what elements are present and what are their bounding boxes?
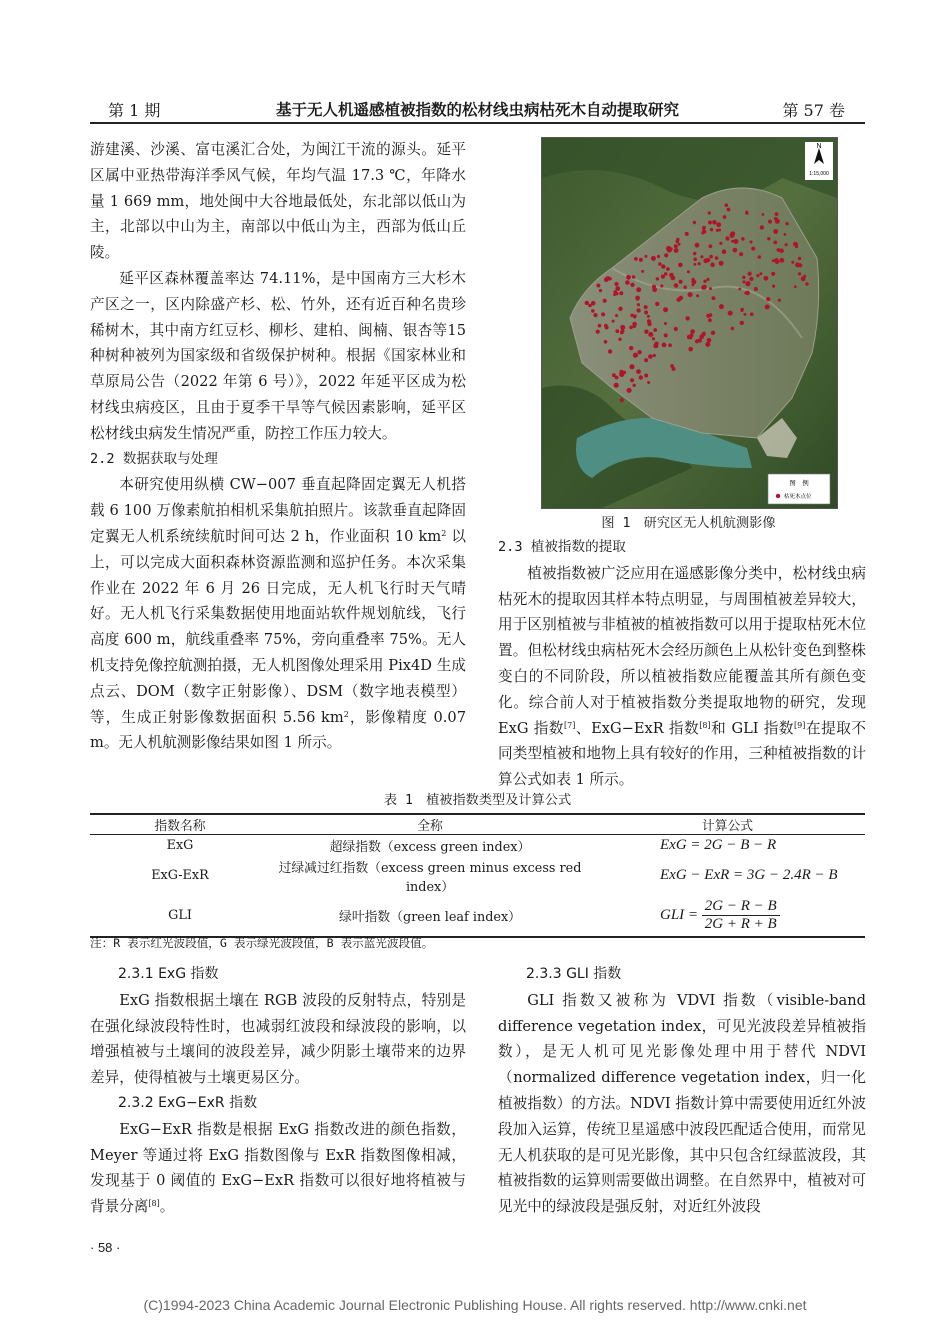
dead-tree-point xyxy=(775,259,780,264)
dead-tree-point xyxy=(688,347,693,352)
dead-tree-point xyxy=(703,332,706,335)
page-number: · 58 · xyxy=(90,1240,121,1255)
dead-tree-point xyxy=(725,203,729,207)
dead-tree-point xyxy=(620,370,624,374)
dead-tree-point xyxy=(710,228,713,231)
index-name: GLI xyxy=(168,907,192,923)
dead-tree-point xyxy=(716,222,721,227)
paragraph-geography: 游建溪、沙溪、富屯溪汇合处，为闽江干流的源头。延平区属中亚热带海洋季风气候，年均气温 17.3 ℃，年降水量 1 669 mm，地处闽中大谷地最低处，东北部以低山为主，北部以中山为主，南部以中低山为主，西部为低山丘陵。 xyxy=(90,141,466,262)
dead-tree-point xyxy=(674,327,678,331)
dead-tree-point xyxy=(644,358,648,362)
paragraph-forest: 延平区森林覆盖率达 74.11%，是中国南方三大杉木产区之一，区内除盛产杉、松、竹外，还有近百种名贵珍稀树木，其中南方红豆杉、柳杉、建柏、闽楠、银杏等15种树种被列为国家级和省级保护树种。根据《国家林业和草原局公告（2022 年第 6 号）》，2022 年延平区成为松材线虫病疫区，且由于夏季干旱等气候因素影响，延平区松材线虫病发生情况严重，防控工作压力较大。 xyxy=(90,269,466,442)
north-label: N xyxy=(816,143,822,150)
vegetation-index-table xyxy=(90,813,865,938)
dead-tree-point xyxy=(690,333,694,337)
citation: [8] xyxy=(148,1199,160,1209)
dead-tree-point xyxy=(795,245,798,248)
dead-tree-point xyxy=(743,280,746,283)
dead-tree-point xyxy=(601,312,605,316)
dead-tree-point xyxy=(688,292,693,297)
dead-tree-point xyxy=(767,237,770,240)
dead-tree-point xyxy=(758,255,762,259)
paragraph-exg: ExG 指数根据土壤在 RGB 波段的反射特点，特别是在强化绿波段特性时，也减弱红波段和绿波段的影响，以增强植被与土壤间的波段差异，减少阴影土壤带来的边界差异，使得植被与土壤更易区分。 xyxy=(90,991,466,1087)
dead-tree-point xyxy=(779,258,784,263)
dead-tree-point xyxy=(629,346,633,350)
dead-tree-point xyxy=(662,343,667,348)
dead-tree-point xyxy=(768,220,772,224)
dead-tree-point xyxy=(630,364,635,369)
dead-tree-point xyxy=(647,381,650,384)
dead-tree-point xyxy=(632,322,637,327)
dead-tree-point xyxy=(603,299,607,303)
volume-number: 第 57 卷 xyxy=(782,101,845,120)
dead-tree-point xyxy=(709,287,712,290)
dead-tree-point xyxy=(731,240,734,243)
dead-tree-point xyxy=(703,230,707,234)
dead-tree-point xyxy=(648,332,653,337)
dead-tree-point xyxy=(654,342,658,346)
figure-caption: 图 1 研究区无人机航测影像 xyxy=(601,516,776,531)
dead-tree-point xyxy=(739,252,743,256)
dead-tree-point xyxy=(728,311,733,316)
left-column xyxy=(90,137,466,756)
section-heading-2-3: 2.3 植被指数的提取 xyxy=(498,539,626,555)
dead-tree-point xyxy=(750,312,754,316)
dead-tree-point xyxy=(785,222,788,225)
dead-tree-point xyxy=(661,275,665,279)
dead-tree-point xyxy=(671,276,676,281)
dead-tree-point xyxy=(644,255,647,258)
dead-tree-point xyxy=(719,261,724,266)
running-title: 基于无人机遥感植被指数的松材线虫病枯死木自动提取研究 xyxy=(275,101,679,119)
dead-tree-point xyxy=(626,275,631,280)
dead-tree-point xyxy=(674,244,678,248)
dead-tree-point xyxy=(621,329,625,333)
dead-tree-point xyxy=(743,313,746,316)
dead-tree-point xyxy=(715,256,719,260)
dead-tree-point xyxy=(700,255,703,258)
dead-tree-point xyxy=(708,221,712,225)
dead-tree-point xyxy=(764,276,769,281)
dead-tree-point xyxy=(632,275,636,279)
formula-fraction xyxy=(702,898,780,933)
dead-tree-point xyxy=(727,208,731,212)
dead-tree-point xyxy=(615,329,619,333)
dead-tree-point xyxy=(672,367,676,371)
table-row xyxy=(90,857,865,895)
dead-tree-point xyxy=(625,280,630,285)
citation: [8] xyxy=(699,720,711,730)
dead-tree-point xyxy=(596,330,600,334)
index-full-name: 绿叶指数（green leaf index） xyxy=(339,909,521,925)
dead-tree-point xyxy=(709,255,713,259)
dead-tree-point xyxy=(618,307,622,311)
dead-tree-point xyxy=(663,307,668,312)
dead-tree-point xyxy=(711,331,715,335)
dead-tree-point xyxy=(706,278,709,281)
citation: [9] xyxy=(794,720,806,730)
dead-tree-point xyxy=(692,280,696,284)
dead-tree-point xyxy=(778,299,781,302)
legend-item: 枯死木点位 xyxy=(784,494,812,500)
dead-tree-point xyxy=(805,282,808,285)
dead-tree-point xyxy=(762,213,765,216)
index-formula xyxy=(590,895,865,937)
text-run: 植被指数被广泛应用在遥感影像分类中，松材线虫病枯死木的提取因其样本特点明显，与周围植被差异较大，用于区别植被与非植被的植被指数可以用于提取枯死木位置。但松材线虫病枯死木会经历颜色上从松针变色到整株变白的不同阶段，所以植被指数应能覆盖其所有颜色变化。综合前人对于植被指数分类提取地物的研究，发现 ExG 指数 xyxy=(498,564,866,737)
dead-tree-point xyxy=(664,322,667,325)
text-run: 、ExG−ExR 指数 xyxy=(575,719,700,737)
dead-tree-point xyxy=(652,337,655,340)
dead-tree-point xyxy=(730,233,735,238)
figure-uav-orthophoto xyxy=(541,137,838,509)
dead-tree-point xyxy=(588,304,592,308)
dead-tree-point xyxy=(637,303,640,306)
dead-tree-point xyxy=(615,376,619,380)
dead-tree-point xyxy=(693,258,697,262)
dead-tree-point xyxy=(585,301,589,305)
dead-tree-point xyxy=(694,263,697,266)
table-caption: 表 1 植被指数类型及计算公式 xyxy=(383,793,572,808)
dead-tree-point xyxy=(772,259,775,262)
dead-tree-point xyxy=(664,272,668,276)
dead-tree-point xyxy=(795,262,800,267)
dead-tree-point xyxy=(733,239,738,244)
dead-tree-point xyxy=(644,330,648,334)
column-header: 指数名称 xyxy=(154,819,206,834)
dead-tree-point xyxy=(658,262,662,266)
formula-lhs: GLI = xyxy=(660,906,699,923)
dead-tree-point xyxy=(599,289,602,292)
dead-tree-point xyxy=(644,374,648,378)
text-run: 。 xyxy=(159,1198,175,1216)
heading-2-3-3: 2.3.3 GLI 指数 xyxy=(526,966,622,982)
dead-tree-point xyxy=(696,294,699,297)
dead-tree-point xyxy=(614,282,618,286)
dead-tree-point xyxy=(693,221,696,224)
table-row xyxy=(90,895,865,937)
dead-tree-point xyxy=(615,286,620,291)
dead-tree-point xyxy=(647,315,650,318)
column-header: 计算公式 xyxy=(701,819,754,834)
dead-tree-point xyxy=(745,211,749,215)
paragraph-data-acquisition xyxy=(90,472,466,756)
dead-tree-point xyxy=(723,215,727,219)
dead-tree-point xyxy=(596,284,600,288)
dead-tree-point xyxy=(756,274,759,277)
heading-2-3-2: 2.3.2 ExG−ExR 指数 xyxy=(118,1094,258,1111)
table-wrapper xyxy=(90,813,865,938)
dead-tree-point xyxy=(772,285,775,288)
dead-tree-point xyxy=(678,263,683,268)
index-name: ExG-ExR xyxy=(151,868,209,883)
legend-dot-icon xyxy=(776,494,780,498)
superscript: 2 xyxy=(441,528,447,538)
dead-tree-point xyxy=(684,286,687,289)
text-run: 在提取不同类型植被和地物上具有较好的作用，三种植被指数的计算公式如表 1 所示。 xyxy=(498,719,866,789)
dead-tree-point xyxy=(750,241,753,244)
dead-tree-point xyxy=(765,305,770,310)
dead-tree-point xyxy=(638,288,641,291)
dead-tree-point xyxy=(660,284,663,287)
dead-tree-point xyxy=(740,321,744,325)
dead-tree-point xyxy=(685,232,689,236)
text-run: ExG−ExR 指数是根据 ExG 指数改进的颜色指数，Meyer 等通过将 ExG 指数图像与 ExR 指数图像相减，发现基于 0 阈值的 ExG−ExR 指数可以很好地将植被与背景分离 xyxy=(90,1120,466,1216)
dead-tree-point xyxy=(719,242,722,245)
dead-tree-point xyxy=(644,305,648,309)
dead-tree-point xyxy=(630,283,634,287)
lower-left-column xyxy=(90,962,466,1220)
copyright-footer: (C)1994-2023 China Academic Journal Electronic Publishing House. All rights reserved. http://www.cnki.net xyxy=(143,1297,807,1313)
dead-tree-point xyxy=(698,262,701,265)
dead-tree-point xyxy=(668,343,672,347)
lower-right-column xyxy=(498,962,866,1220)
dead-tree-point xyxy=(774,217,778,221)
dead-tree-point xyxy=(695,243,700,248)
dead-tree-point xyxy=(648,354,653,359)
dead-tree-point xyxy=(677,298,681,302)
dead-tree-point xyxy=(664,253,668,257)
table-row xyxy=(90,835,865,857)
dead-tree-point xyxy=(674,283,679,288)
superscript: 2 xyxy=(343,709,349,719)
text-run: 本研究使用纵横 CW−007 垂直起降固定翼无人机搭载 6 100 万像素航拍相机采集航拍照片。该款垂直起降固定翼无人机系统续航时间可达 2 h，作业面积 10 km xyxy=(90,476,466,545)
dead-tree-point xyxy=(591,309,595,313)
dead-tree-point xyxy=(651,256,656,261)
dead-tree-point xyxy=(738,288,741,291)
dead-tree-point xyxy=(740,309,743,312)
dead-tree-point xyxy=(742,276,745,279)
dead-tree-point xyxy=(693,252,696,255)
dead-tree-point xyxy=(604,324,608,328)
dead-tree-point xyxy=(803,275,806,278)
dead-tree-point xyxy=(718,229,721,232)
dead-tree-point xyxy=(760,225,764,229)
right-column xyxy=(498,535,866,793)
dead-tree-point xyxy=(791,261,794,264)
dead-tree-point xyxy=(784,233,787,236)
text-run: 以上，可以完成大面积森林资源监测和巡护任务。本次采集作业在 2022 年 6 月 26 日完成，无人机飞行时天气晴好。无人机飞行采集数据使用地面站软件规划航线，飞行高度 600 m，航线重叠率 75%，旁向重叠率 75%。无人机支持免像控航测拍摄，无人机图像处理采用 Pix4D 生成点云、DOM（数字正射影像）、DSM（数字地表模型）等，生成正射影像数据面积 5.56 km xyxy=(90,527,466,726)
dead-tree-point xyxy=(748,272,752,276)
dead-tree-point xyxy=(749,277,753,281)
dead-tree-point xyxy=(719,304,724,309)
dead-tree-point xyxy=(741,237,745,241)
dead-tree-point xyxy=(612,320,615,323)
dead-tree-point xyxy=(634,257,638,261)
dead-tree-point xyxy=(745,291,750,296)
orthophoto-map xyxy=(542,138,837,508)
dead-tree-point xyxy=(687,270,690,273)
dead-tree-point xyxy=(627,388,632,393)
dead-tree-point xyxy=(709,244,713,248)
fraction-numerator: 2G − R − B xyxy=(702,898,780,916)
dead-tree-point xyxy=(619,291,623,295)
dead-tree-point xyxy=(709,313,713,317)
dead-tree-point xyxy=(710,263,715,268)
index-name: ExG xyxy=(166,838,194,854)
dead-tree-point xyxy=(620,398,624,402)
dead-tree-point xyxy=(653,328,657,332)
dead-tree-point xyxy=(647,322,651,326)
dead-tree-point xyxy=(633,353,638,358)
dead-tree-point xyxy=(685,316,689,320)
dead-tree-point xyxy=(798,272,801,275)
citation: [7] xyxy=(564,720,576,730)
table-header-row xyxy=(90,814,865,835)
legend-title: 图 例 xyxy=(789,479,809,487)
dead-tree-point xyxy=(636,297,640,301)
dead-tree-point xyxy=(630,378,634,382)
dead-tree-point xyxy=(712,296,716,300)
dead-tree-point xyxy=(707,338,712,343)
dead-tree-point xyxy=(725,236,729,240)
dead-tree-point xyxy=(629,326,633,330)
dead-tree-point xyxy=(604,340,608,344)
dead-tree-point xyxy=(699,335,704,340)
dead-tree-point xyxy=(656,277,659,280)
dead-tree-point xyxy=(639,375,643,379)
running-header xyxy=(90,96,865,122)
column-header: 全称 xyxy=(417,819,443,834)
dead-tree-point xyxy=(653,354,656,357)
issue-number: 第 1 期 xyxy=(108,101,161,120)
dead-tree-point xyxy=(703,280,706,283)
dead-tree-point xyxy=(775,212,779,216)
dead-tree-point xyxy=(733,248,738,253)
index-full-name: 超绿指数（excess green index） xyxy=(329,840,531,856)
dead-tree-point xyxy=(641,270,644,273)
index-full-name: 过绿减过红指数（excess green minus excess red index） xyxy=(278,860,582,895)
dead-tree-point xyxy=(604,277,609,282)
dead-tree-point xyxy=(664,333,668,337)
dead-tree-point xyxy=(655,302,659,306)
dead-tree-point xyxy=(614,383,619,388)
dead-tree-point xyxy=(751,247,755,251)
dead-tree-point xyxy=(773,241,777,245)
dead-tree-point xyxy=(690,329,695,334)
dead-tree-point xyxy=(618,338,621,341)
dead-tree-point xyxy=(679,280,683,284)
dead-tree-point xyxy=(678,243,681,246)
dead-tree-point xyxy=(637,350,641,354)
dead-tree-point xyxy=(708,318,712,322)
scale-label: 1:15,000 xyxy=(809,171,829,177)
dead-tree-point xyxy=(712,220,717,225)
heading-2-3-1: 2.3.1 ExG 指数 xyxy=(118,966,219,982)
dead-tree-point xyxy=(630,314,633,317)
paragraph-gli: GLI 指数又被称为 VDVI 指数（visible-band difference vegetation index，可见光波段差异植被指数），是无人机可见光影像处理中用于替代 NDVI（normalized difference vegetation index，归一化植被指数）的方法。NDVI 指数计算中需要使用近红外波段加入运算，传统卫星遥感中波段匹配适合使用，而常见无人机获取的是可见光影像，其中只包含红绿蓝波段，其植被指数的运算则需要做出调整。在自然界中，植被对可见光中的绿波段是强反射，对近红外波段 xyxy=(498,991,866,1216)
dead-tree-point xyxy=(785,243,788,246)
text-run: ，影像精度 0.07 m。无人机航测影像结果如图 1 所示。 xyxy=(90,708,466,752)
index-formula: ExG = 2G − B − R xyxy=(660,837,777,854)
dead-tree-point xyxy=(593,313,597,317)
dead-tree-point xyxy=(639,258,643,262)
dead-tree-point xyxy=(708,211,711,214)
table-note: 注：R 表示红光波段值，G 表示绿光波段值，B 表示蓝光波段值。 xyxy=(90,936,434,950)
dead-tree-point xyxy=(608,277,611,280)
dead-tree-point xyxy=(731,327,734,330)
dead-tree-point xyxy=(722,249,727,254)
dead-tree-point xyxy=(608,349,612,353)
dead-tree-point xyxy=(779,248,784,253)
dead-tree-point xyxy=(794,285,797,288)
dead-tree-point xyxy=(766,297,770,301)
paragraph-exg-exr xyxy=(90,1117,466,1220)
index-formula: ExG − ExR = 3G − 2.4R − B xyxy=(660,867,838,883)
dead-tree-point xyxy=(657,255,660,258)
dead-tree-point xyxy=(636,308,640,312)
dead-tree-point xyxy=(674,248,679,253)
dead-tree-point xyxy=(633,384,636,387)
dead-tree-point xyxy=(759,272,762,275)
dead-tree-point xyxy=(644,311,648,315)
dead-tree-point xyxy=(705,342,710,347)
dead-tree-point xyxy=(615,292,618,295)
dead-tree-point xyxy=(636,369,641,374)
dead-tree-point xyxy=(598,324,602,328)
dead-tree-point xyxy=(666,267,670,271)
text-run: 和 GLI 指数 xyxy=(710,719,795,737)
dead-tree-point xyxy=(771,272,775,276)
dead-tree-point xyxy=(698,338,702,342)
header-rule xyxy=(90,122,865,124)
dead-tree-point xyxy=(661,264,665,268)
paragraph-vegetation-index xyxy=(498,561,866,793)
dead-tree-point xyxy=(615,314,618,317)
dead-tree-point xyxy=(652,285,656,289)
dead-tree-point xyxy=(773,229,778,234)
dead-tree-point xyxy=(798,257,801,260)
section-heading-2-2: 2.2 数据获取与处理 xyxy=(90,450,218,467)
dead-tree-point xyxy=(703,258,708,263)
dead-tree-point xyxy=(754,287,758,291)
dead-tree-point xyxy=(676,240,680,244)
dead-tree-point xyxy=(667,247,672,252)
dead-tree-point xyxy=(702,285,707,290)
fraction-denominator: 2G + R + B xyxy=(704,915,777,932)
dead-tree-point xyxy=(745,281,750,286)
